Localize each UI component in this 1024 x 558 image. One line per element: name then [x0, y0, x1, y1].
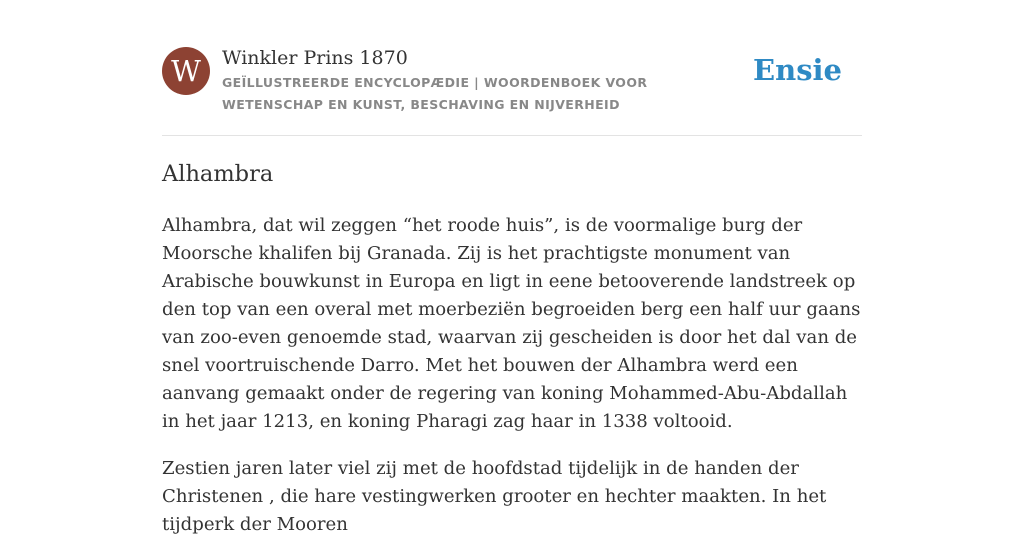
brand-logo[interactable]: Ensie: [753, 53, 842, 87]
article-title: Alhambra: [162, 161, 274, 187]
source-header: [162, 46, 862, 116]
article-body: [162, 212, 864, 558]
article-paragraph: Zestien jaren later viel zij met de hoofdstad tijdelijk in de handen der Christenen , die hare vestingwerken grooter en hechter maakten. In het tijdperk der Mooren: [162, 458, 827, 535]
source-avatar[interactable]: W: [162, 47, 210, 95]
header-divider: [162, 135, 862, 136]
article-paragraph: Alhambra, dat wil zeggen “het roode huis”, is de voormalige burg der Moorsche khalifen bij Granada. Zij is het prachtigste monument van Arabische bouwkunst in Europa en ligt in eene betooverende landstreek op den top van een overal met moerbeziën begroeiden berg een half uur gaans van zoo-even genoemde stad, waarvan zij gescheiden is door het dal van de snel voortruischende Darro. Met het bouwen der Alhambra werd een aanvang gemaakt onder de regering van koning Mohammed-Abu-Abdallah in het jaar 1213, en koning Pharagi zag haar in 1338 voltooid.: [162, 215, 861, 432]
source-subtitle: GEÏLLUSTREERDE ENCYCLOPÆDIE | WOORDENBOEK VOOR WETENSCHAP EN KUNST, BESCHAVING EN NIJVERHEID: [222, 75, 648, 112]
source-title[interactable]: Winkler Prins 1870: [222, 47, 408, 69]
